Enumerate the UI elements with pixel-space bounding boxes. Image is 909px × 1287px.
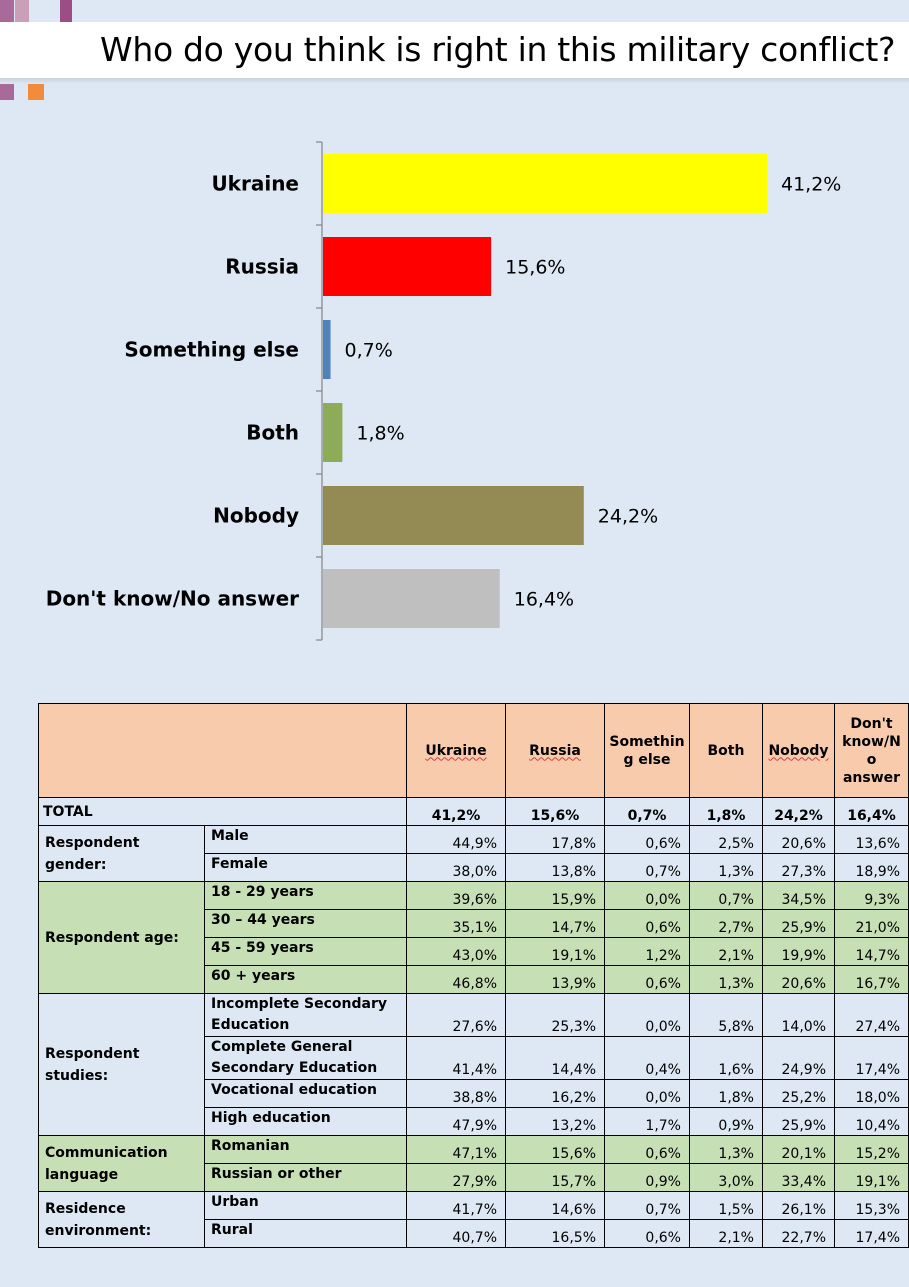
table-cell: 1,3%	[690, 1136, 763, 1164]
table-cell: 14,7%	[506, 910, 605, 938]
table-cell: 43,0%	[407, 938, 506, 966]
value-label: 16,4%	[513, 588, 575, 611]
bar-something-else	[323, 320, 331, 379]
table-cell: 0,0%	[605, 882, 690, 910]
table-cell: 13,9%	[506, 966, 605, 994]
subgroup-label: Complete General Secondary Education	[205, 1037, 407, 1080]
table-cell: 16,4%	[835, 798, 909, 826]
table-cell: 38,8%	[407, 1080, 506, 1108]
table-cell: 17,8%	[506, 826, 605, 854]
table-row	[39, 1136, 909, 1164]
table-cell: 15,6%	[506, 798, 605, 826]
group-label: Respondent studies:	[39, 994, 205, 1136]
bar-nobody	[323, 486, 584, 545]
table-cell: 0,0%	[605, 1080, 690, 1108]
table-cell: 1,3%	[690, 854, 763, 882]
table-cell: 27,3%	[763, 854, 835, 882]
table-cell: 0,7%	[605, 1192, 690, 1220]
table-cell: 1,8%	[690, 1080, 763, 1108]
table-cell: 41,7%	[407, 1192, 506, 1220]
subgroup-label: 30 – 44 years	[205, 910, 407, 938]
header-something-else: Somethin g else	[605, 704, 690, 798]
value-label: 24,2%	[597, 505, 659, 528]
table-cell: 18,0%	[835, 1080, 909, 1108]
table-cell: 20,1%	[763, 1136, 835, 1164]
header-ukraine: Ukraine	[407, 704, 506, 798]
table-cell: 15,6%	[506, 1136, 605, 1164]
table-cell: 13,8%	[506, 854, 605, 882]
page-title: Who do you think is right in this military conflict?	[100, 30, 896, 69]
table-cell: 0,7%	[605, 854, 690, 882]
table-cell: 13,6%	[835, 826, 909, 854]
table-cell: 0,7%	[605, 798, 690, 826]
table-cell: 1,7%	[605, 1108, 690, 1136]
table-cell: 46,8%	[407, 966, 506, 994]
table-row-total	[39, 798, 909, 826]
table-cell: 14,0%	[763, 994, 835, 1037]
header-russia: Russia	[506, 704, 605, 798]
table-cell: 14,4%	[506, 1037, 605, 1080]
table-cell: 2,7%	[690, 910, 763, 938]
header-both: Both	[690, 704, 763, 798]
header-dont-know: Don't know/N o answer	[835, 704, 909, 798]
table-cell: 0,6%	[605, 1220, 690, 1248]
table-cell: 15,3%	[835, 1192, 909, 1220]
subgroup-label: Female	[205, 854, 407, 882]
table-cell: 0,0%	[605, 994, 690, 1037]
table-cell: 35,1%	[407, 910, 506, 938]
title-shadow	[0, 78, 909, 84]
subgroup-label: 18 - 29 years	[205, 882, 407, 910]
table-cell: 25,9%	[763, 1108, 835, 1136]
table-cell: 41,4%	[407, 1037, 506, 1080]
value-label: 1,8%	[356, 422, 405, 445]
table-cell: 20,6%	[763, 966, 835, 994]
table-cell: 16,2%	[506, 1080, 605, 1108]
header-blank	[39, 704, 407, 798]
table-cell: 19,1%	[506, 938, 605, 966]
value-label: 15,6%	[505, 256, 566, 279]
table-cell: 44,9%	[407, 826, 506, 854]
table-cell: 0,6%	[605, 966, 690, 994]
table-cell: 22,7%	[763, 1220, 835, 1248]
table-cell: 25,3%	[506, 994, 605, 1037]
table-cell: 15,9%	[506, 882, 605, 910]
table-cell: 39,6%	[407, 882, 506, 910]
group-label: Respondent age:	[39, 882, 205, 994]
subgroup-label: 60 + years	[205, 966, 407, 994]
bar-both	[323, 403, 342, 462]
table-cell: 26,1%	[763, 1192, 835, 1220]
table-row	[39, 826, 909, 854]
group-label: Residence environment:	[39, 1192, 205, 1248]
decor-square	[60, 0, 72, 22]
table-cell: 27,9%	[407, 1164, 506, 1192]
table-cell: 1,6%	[690, 1037, 763, 1080]
table-cell: 17,4%	[835, 1220, 909, 1248]
category-label: Something else	[124, 337, 299, 362]
table-cell: 1,8%	[690, 798, 763, 826]
table-cell: 10,4%	[835, 1108, 909, 1136]
table-cell: 3,0%	[690, 1164, 763, 1192]
value-label: 41,2%	[781, 173, 842, 196]
table-row	[39, 994, 909, 1037]
table-cell: 41,2%	[407, 798, 506, 826]
table-row	[39, 1192, 909, 1220]
category-label: Ukraine	[211, 171, 299, 196]
subgroup-label: Incomplete Secondary Education	[205, 994, 407, 1037]
subgroup-label: Urban	[205, 1192, 407, 1220]
subgroup-label: Vocational education	[205, 1080, 407, 1108]
table-cell: 2,1%	[690, 938, 763, 966]
subgroup-label: Romanian	[205, 1136, 407, 1164]
decor-square	[15, 0, 29, 22]
bar-don-t-know-no-answer	[323, 569, 500, 628]
table-cell: 27,6%	[407, 994, 506, 1037]
subgroup-label: 45 - 59 years	[205, 938, 407, 966]
table-cell: 34,5%	[763, 882, 835, 910]
category-label: Both	[246, 420, 299, 445]
bar-chart	[0, 130, 909, 650]
table-cell: 18,9%	[835, 854, 909, 882]
table-cell: 9,3%	[835, 882, 909, 910]
table-row	[39, 882, 909, 910]
table-cell: 0,7%	[690, 882, 763, 910]
table-cell: 20,6%	[763, 826, 835, 854]
table-cell: 47,9%	[407, 1108, 506, 1136]
subgroup-label: Rural	[205, 1220, 407, 1248]
results-table	[38, 703, 909, 1248]
category-label: Nobody	[213, 503, 299, 528]
table-cell: 14,7%	[835, 938, 909, 966]
table-cell: 15,7%	[506, 1164, 605, 1192]
table-cell: 0,6%	[605, 1136, 690, 1164]
table-cell: 1,2%	[605, 938, 690, 966]
group-label: Respondent gender:	[39, 826, 205, 882]
bar-russia	[323, 237, 491, 296]
table-cell: 21,0%	[835, 910, 909, 938]
header-nobody: Nobody	[763, 704, 835, 798]
subgroup-label: High education	[205, 1108, 407, 1136]
category-label: Don't know/No answer	[45, 586, 299, 611]
value-label: 0,7%	[344, 339, 393, 362]
table-cell: 0,4%	[605, 1037, 690, 1080]
table-cell: 27,4%	[835, 994, 909, 1037]
group-label: Communication language	[39, 1136, 205, 1192]
bar-ukraine	[323, 154, 767, 213]
table-cell: 1,5%	[690, 1192, 763, 1220]
table-cell: 19,1%	[835, 1164, 909, 1192]
row-label: TOTAL	[39, 798, 407, 826]
table-cell: 16,7%	[835, 966, 909, 994]
table-cell: 1,3%	[690, 966, 763, 994]
table-cell: 24,2%	[763, 798, 835, 826]
table-cell: 16,5%	[506, 1220, 605, 1248]
table-cell: 2,1%	[690, 1220, 763, 1248]
table-header-row	[39, 704, 909, 798]
table-cell: 19,9%	[763, 938, 835, 966]
table-cell: 5,8%	[690, 994, 763, 1037]
table-cell: 47,1%	[407, 1136, 506, 1164]
table-cell: 0,9%	[690, 1108, 763, 1136]
table-cell: 17,4%	[835, 1037, 909, 1080]
category-label: Russia	[225, 254, 299, 279]
table-cell: 33,4%	[763, 1164, 835, 1192]
table-cell: 0,6%	[605, 826, 690, 854]
table-cell: 25,2%	[763, 1080, 835, 1108]
table-cell: 38,0%	[407, 854, 506, 882]
table-cell: 25,9%	[763, 910, 835, 938]
table-cell: 0,9%	[605, 1164, 690, 1192]
table-cell: 14,6%	[506, 1192, 605, 1220]
table-cell: 15,2%	[835, 1136, 909, 1164]
table-cell: 2,5%	[690, 826, 763, 854]
table-cell: 13,2%	[506, 1108, 605, 1136]
subgroup-label: Male	[205, 826, 407, 854]
table-cell: 0,6%	[605, 910, 690, 938]
subgroup-label: Russian or other	[205, 1164, 407, 1192]
table-cell: 40,7%	[407, 1220, 506, 1248]
table-cell: 24,9%	[763, 1037, 835, 1080]
